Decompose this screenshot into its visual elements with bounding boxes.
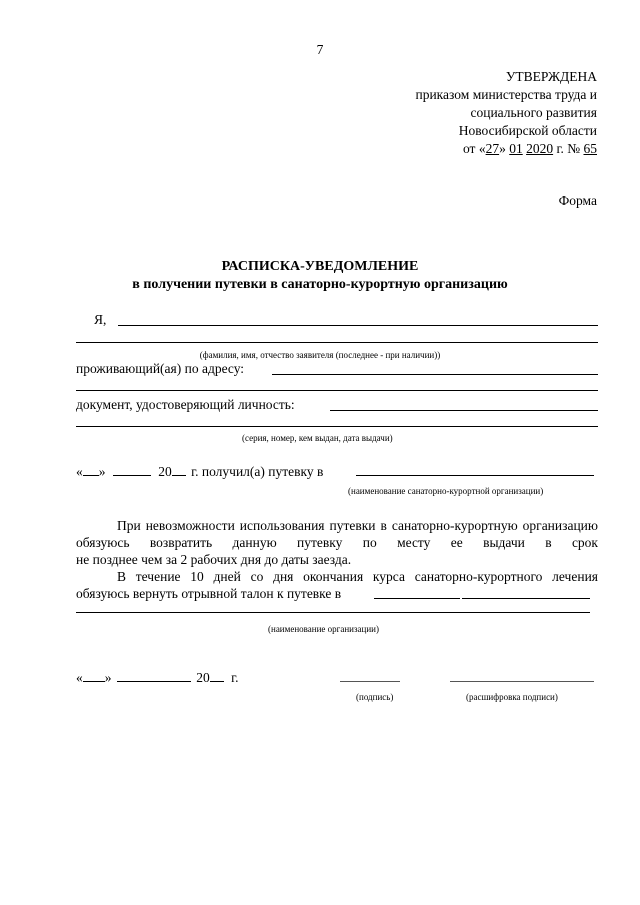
- document-field[interactable]: [330, 410, 598, 411]
- approval-sep-number: г. №: [553, 141, 584, 156]
- received-month-field[interactable]: [113, 463, 151, 476]
- approval-date: [463, 140, 597, 157]
- received-day-field[interactable]: [83, 463, 99, 476]
- paragraph-2-line-1: В течение 10 дней со дня окончания курса санаторно-курортного лечения: [117, 569, 598, 584]
- return-org-field[interactable]: [374, 598, 460, 599]
- return-org-field-line-2[interactable]: [76, 612, 590, 613]
- address-label: проживающий(ая) по адресу:: [76, 361, 245, 376]
- sign-year-suffix: г.: [231, 670, 239, 685]
- received-line: [76, 463, 601, 480]
- paragraph-1: При невозможности использования путевки в санаторно-курортную организацию обязуюсь возвратить данную путевку по месту ее выдачи в срок: [76, 518, 598, 550]
- approval-line-1: УТВЕРЖДЕНА: [505, 69, 597, 84]
- fio-caption: (фамилия, имя, отчество заявителя (последнее - при наличии)): [199, 350, 441, 360]
- form-label: Форма: [558, 193, 597, 208]
- org-caption: (наименование санаторно-курортной организации): [348, 486, 544, 496]
- approval-month: 01: [509, 141, 523, 156]
- signature-decode-caption: (расшифровка подписи): [466, 692, 558, 702]
- paragraph-2-line-2: обязуюсь вернуть отрывной талон к путевке в: [76, 586, 342, 601]
- sign-quote-close: »: [104, 670, 112, 685]
- sign-day-field[interactable]: [83, 669, 105, 682]
- paragraph-1-end: не позднее чем за 2 рабочих дня до даты заезда.: [76, 552, 352, 567]
- signature-date-line: [76, 669, 276, 686]
- return-org-caption: (наименование организации): [268, 624, 379, 634]
- signature-caption: (подпись): [356, 692, 394, 702]
- approval-year: 2020: [526, 141, 554, 156]
- approval-line-2: приказом министерства труда и: [415, 87, 597, 102]
- received-quote-open: «: [76, 464, 83, 479]
- received-year-prefix: 20: [158, 464, 172, 479]
- approval-sep: »: [499, 141, 510, 156]
- document-subtitle: в получении путевки в санаторно-курортную организацию: [132, 277, 508, 292]
- document-title: РАСПИСКА-УВЕДОМЛЕНИЕ: [221, 259, 419, 274]
- fio-field[interactable]: [118, 325, 598, 326]
- received-org-field[interactable]: [356, 475, 594, 476]
- sign-year-prefix: 20: [196, 670, 210, 685]
- address-field[interactable]: [272, 374, 598, 375]
- approval-number: 65: [583, 141, 597, 156]
- sign-quote-open: «: [76, 670, 83, 685]
- return-org-field-2[interactable]: [462, 598, 590, 599]
- document-caption: (серия, номер, кем выдан, дата выдачи): [242, 433, 393, 443]
- sign-month-field[interactable]: [117, 669, 191, 682]
- sign-year-field[interactable]: [210, 669, 224, 682]
- approval-line-3: социального развития: [470, 105, 597, 120]
- approval-line-4: Новосибирской области: [458, 123, 597, 138]
- approval-day: 27: [485, 141, 500, 156]
- approval-date-prefix: от «: [462, 141, 486, 156]
- received-year-field[interactable]: [172, 463, 186, 476]
- received-quote-close: »: [98, 464, 106, 479]
- ya-label: Я,: [94, 312, 107, 327]
- received-text: г. получил(а) путевку в: [191, 464, 324, 479]
- document-label: документ, удостоверяющий личность:: [76, 397, 295, 412]
- signature-field[interactable]: [340, 681, 400, 682]
- signature-decode-field[interactable]: [450, 681, 594, 682]
- fio-field-line-2[interactable]: [76, 342, 598, 343]
- document-field-line-2[interactable]: [76, 426, 598, 427]
- address-field-line-2[interactable]: [76, 390, 598, 391]
- page-number: 7: [316, 42, 324, 57]
